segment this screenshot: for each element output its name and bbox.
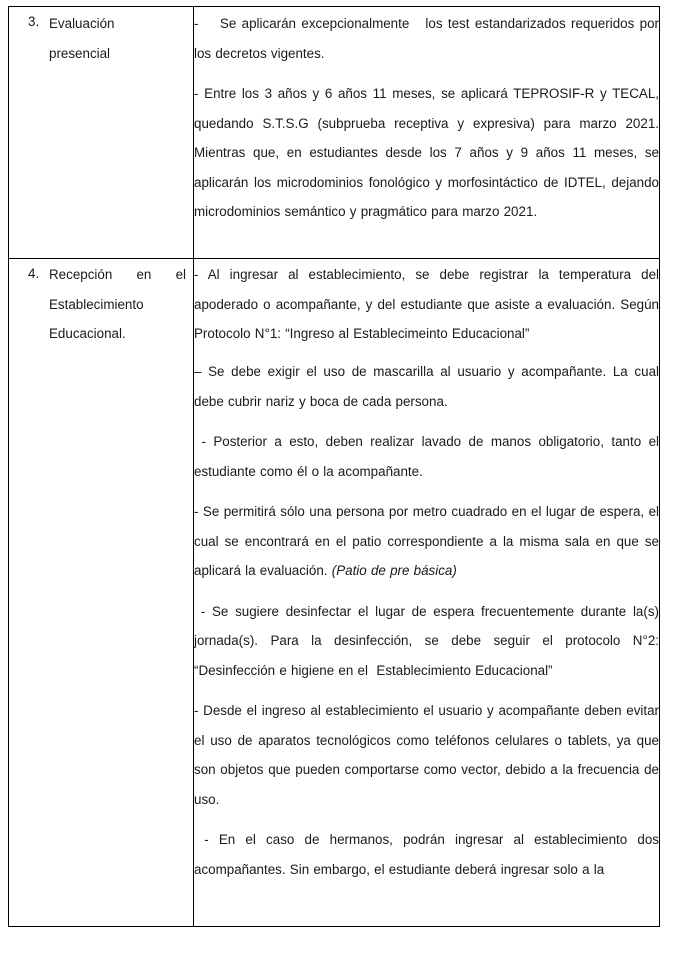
protocol-table [8, 6, 664, 927]
table-row [9, 7, 660, 259]
paragraph: - Se sugiere desinfectar el lugar de espera frecuentemente durante la(s) jornada(s). Para la desinfección, se debe seguir el protocolo N°2: “Desinfección e higiene en el Establecimiento Educacional” [194, 603, 664, 678]
paragraph-text: - Se permitirá sólo una persona por metro cuadrado en el lugar de espera, el cual se encontrará en el patio correspondiente a la misma sala en que se aplicará la evaluación. [194, 504, 659, 578]
label-word: Recepción [49, 267, 113, 282]
label-line [49, 260, 186, 290]
item-cell [9, 7, 194, 259]
label-word: el [175, 267, 186, 282]
paragraph: - Entre los 3 años y 6 años 11 meses, se aplicará TEPROSIF-R y TECAL, quedando S.T.S.G (subprueba receptiva y expresiva) para marzo 2021. Mientras que, en estudiantes desde los 7 años y 9 años 11 meses, se aplicarán los microdominios fonológico y morfosintáctico de IDTEL, dejando microdominios semántico y pragmático para marzo 2021. [194, 86, 659, 219]
paragraph [194, 497, 659, 586]
item-number: 3. [28, 14, 40, 29]
label-line: Educacional. [49, 326, 126, 341]
item-label [49, 260, 186, 349]
paragraph: - Posterior a esto, deben realizar lavado de manos obligatorio, tanto el estudiante como él o la acompañante. [194, 434, 664, 479]
item-cell [9, 259, 194, 927]
label-line: Establecimiento [49, 296, 144, 312]
paragraph: - En el caso de hermanos, podrán ingresar al establecimiento dos acompañantes. Sin embargo, el estudiante deberá ingresar solo a la [194, 832, 664, 877]
description-cell [194, 7, 664, 259]
paragraph: - Al ingresar al establecimiento, se debe registrar la temperatura del apoderado o acompañante, y del estudiante que asiste a evaluación. Según Protocolo N°1: “Ingreso al Establecimeinto Educacional” [194, 267, 659, 341]
label-word: en [136, 267, 152, 282]
paragraph: – Se debe exigir el uso de mascarilla al usuario y acompañante. La cual debe cubrir nariz y boca de cada persona. [194, 364, 659, 409]
table-row [9, 259, 660, 927]
item-label: Evaluación presencial [49, 16, 115, 61]
description-cell [194, 259, 664, 927]
paragraph: - Desde el ingreso al establecimiento el usuario y acompañante deben evitar el uso de aparatos tecnológicos como teléfonos celulares o tablets, ya que son objetos que pueden comportarse como vector, debido a la frecuencia de uso. [194, 703, 659, 807]
paragraph: - Se aplicarán excepcionalmente los test estandarizados requeridos por los decretos vigentes. [194, 16, 664, 61]
italic-note: (Patio de pre básica) [331, 563, 457, 578]
item-number: 4. [28, 266, 40, 281]
